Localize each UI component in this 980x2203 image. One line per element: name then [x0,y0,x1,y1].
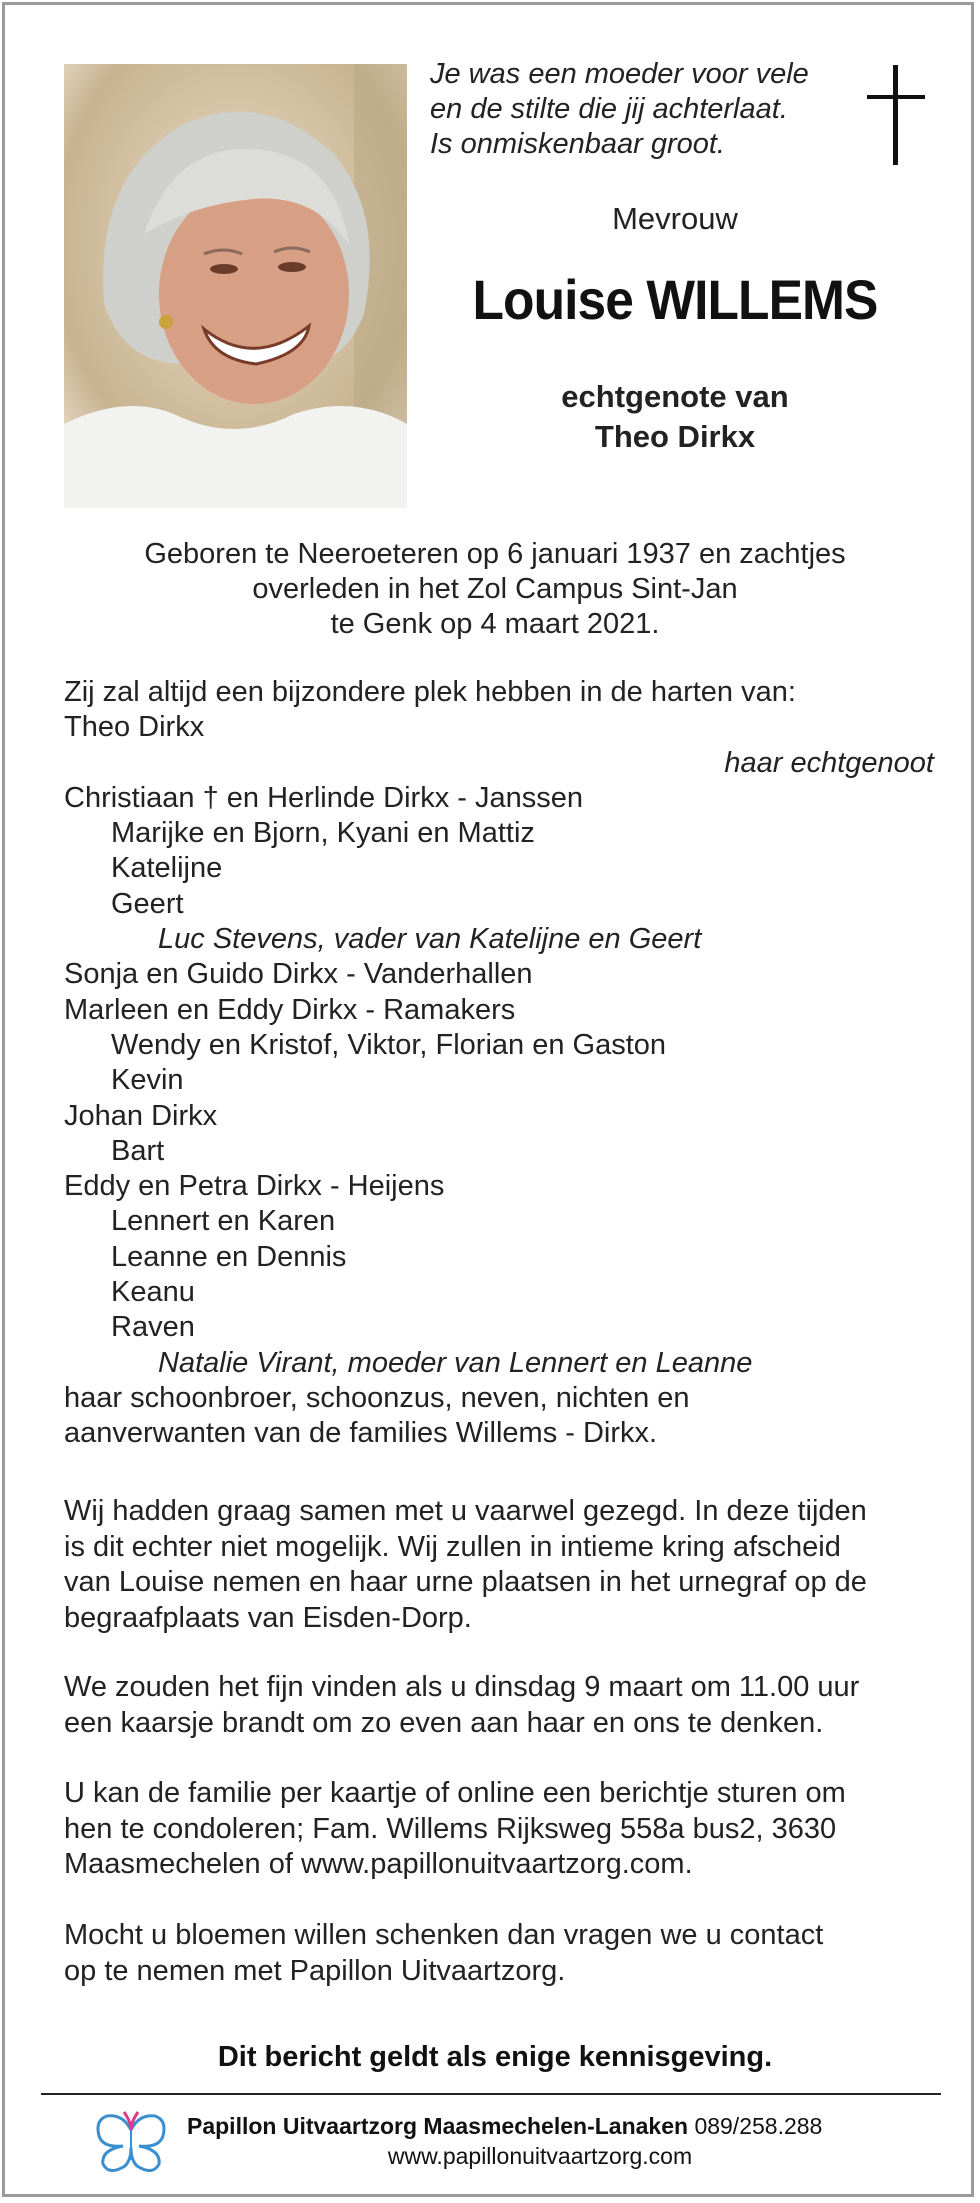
paragraph-line: is dit echter niet mogelijk. Wij zullen in intieme kring afscheid [64,1530,841,1563]
paragraph-line: U kan de familie per kaartje of online een berichtje sturen om [64,1777,846,1809]
family-member: Eddy en Petra Dirkx - Heijens [64,1170,445,1203]
obituary-card [2,2,974,2197]
funeral-home-phone: 089/258.288 [694,2113,823,2139]
family-member: Lennert en Karen [111,1205,336,1238]
paragraph-line: Maasmechelen of www.papillonuitvaartzorg.com. [64,1848,693,1880]
family-member: Natalie Virant, moeder van Lennert en Leanne [158,1346,753,1379]
family-member: Christiaan † en Herlinde Dirkx - Janssen [64,781,583,814]
family-member: Leanne en Dennis [111,1240,347,1273]
family-member: haar schoonbroer, schoonzus, neven, nichten en [64,1381,690,1414]
salutation: Mevrouw [612,201,738,236]
notice-text: Dit bericht geldt als enige kennisgeving. [217,2041,773,2073]
farewell-paragraph [64,1494,934,1636]
paragraph-line: hen te condoleren; Fam. Willems Rijksweg 558a bus2, 3630 [64,1812,837,1845]
family-member: Keanu [111,1276,195,1309]
family-member: Theo Dirkx [64,711,205,744]
paragraph-line: van Louise nemen en haar urne plaatsen in het urnegraf op de [64,1566,867,1598]
paragraph-line: een kaarsje brandt om zo even aan haar en ons te denken. [64,1706,824,1739]
paragraph-line: Wij hadden graag samen met u vaarwel gezegd. In deze tijden [64,1495,867,1527]
spouse-name: Theo Dirkx [594,419,756,454]
paragraph-line: Mocht u bloemen willen schenken dan vragen we u contact [64,1919,824,1951]
footer-divider [41,2093,941,2095]
family-heading: Zij zal altijd een bijzondere plek hebben in de harten van: [64,676,796,708]
poem-line: Je was een moeder voor vele [430,58,809,90]
family-member: Luc Stevens, vader van Katelijne en Geert [158,923,702,956]
funeral-home-website[interactable]: www.papillonuitvaartzorg.com [387,2143,693,2169]
intro-line: te Genk op 4 maart 2021. [330,608,660,640]
family-member: Katelijne [111,852,223,885]
latin-cross-icon [867,65,925,165]
family-member: Wendy en Kristof, Viktor, Florian en Gaston [111,1028,667,1061]
spouse-relation: echtgenote van [561,379,789,414]
family-relation: haar echtgenoot [724,746,934,779]
birth-death-text [65,537,925,642]
family-member: aanverwanten van de families Willems - Dirkx. [64,1417,658,1450]
funeral-home-name: Papillon Uitvaartzorg Maasmechelen-Lanaken [187,2113,689,2139]
butterfly-logo-icon [93,2108,169,2178]
candle-paragraph [64,1670,934,1741]
family-member: Geert [111,887,184,920]
family-member: Kevin [111,1064,184,1097]
intro-line: overleden in het Zol Campus Sint-Jan [252,573,738,605]
deceased-name: Louise WILLEMS [472,268,878,331]
funeral-home-line [187,2113,822,2140]
poem [430,57,870,162]
family-list [64,675,934,1452]
paragraph-line: We zouden het fijn vinden als u dinsdag 9 maart om 11.00 uur [64,1671,860,1703]
flowers-paragraph [64,1918,934,1989]
paragraph-line: begraafplaats van Eisden-Dorp. [64,1601,472,1634]
family-member: Marijke en Bjorn, Kyani en Mattiz [111,817,535,850]
poem-line: en de stilte die jij achterlaat. [430,93,788,125]
poem-line: Is onmiskenbaar groot. [430,128,725,160]
family-member: Marleen en Eddy Dirkx - Ramakers [64,993,516,1026]
family-member: Sonja en Guido Dirkx - Vanderhallen [64,958,533,991]
portrait-illustration [64,64,407,508]
family-member: Bart [111,1134,165,1167]
spouse-block [425,377,925,457]
family-member: Johan Dirkx [64,1099,218,1132]
intro-line: Geboren te Neeroeteren op 6 januari 1937 en zachtjes [144,538,846,570]
condolence-paragraph [64,1776,934,1883]
portrait-photo [64,64,407,508]
family-member: Raven [111,1311,195,1344]
paragraph-line: op te nemen met Papillon Uitvaartzorg. [64,1954,566,1987]
